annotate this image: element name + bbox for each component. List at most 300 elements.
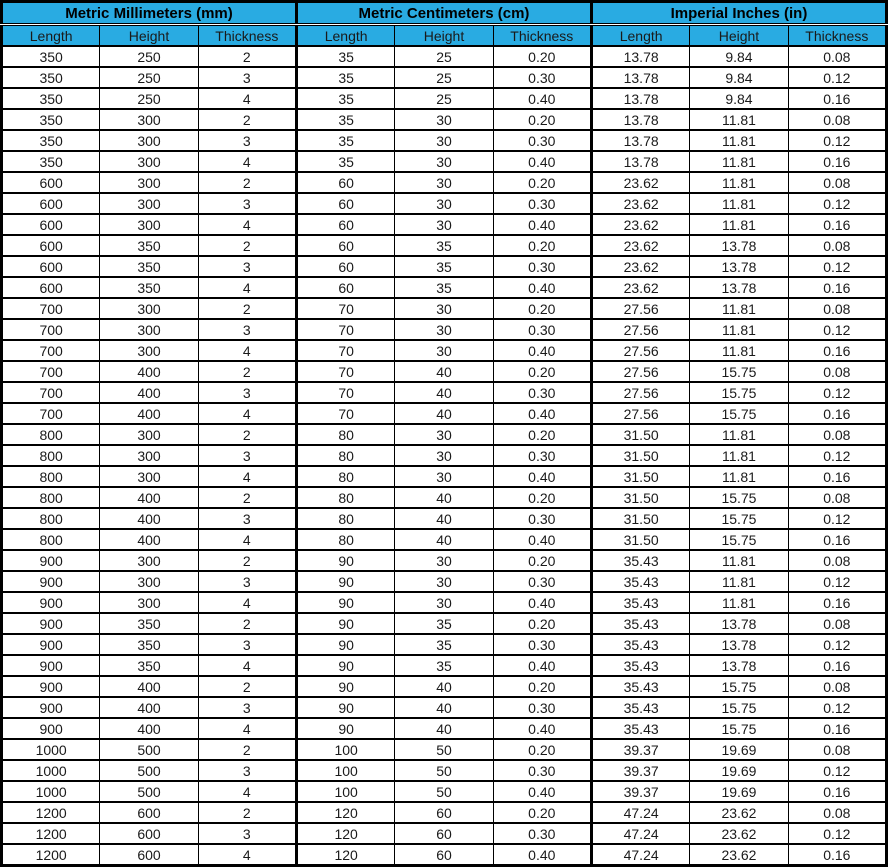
cell: 11.81 xyxy=(690,214,788,235)
cell: 15.75 xyxy=(690,718,788,739)
cell: 300 xyxy=(100,172,198,193)
cell: 2 xyxy=(198,109,296,130)
cell: 0.12 xyxy=(788,634,886,655)
cell: 300 xyxy=(100,319,198,340)
cell: 23.62 xyxy=(591,256,689,277)
cell: 0.12 xyxy=(788,445,886,466)
cell: 1000 xyxy=(2,781,100,802)
table-row xyxy=(2,403,887,424)
cell: 0.12 xyxy=(788,319,886,340)
cell: 35 xyxy=(296,67,394,88)
table-row xyxy=(2,277,887,298)
cell: 11.81 xyxy=(690,445,788,466)
cell: 100 xyxy=(296,781,394,802)
cell: 1000 xyxy=(2,760,100,781)
cell: 900 xyxy=(2,634,100,655)
cell: 35 xyxy=(296,151,394,172)
cell: 11.81 xyxy=(690,319,788,340)
table-row xyxy=(2,361,887,382)
cell: 13.78 xyxy=(591,88,689,109)
cell: 60 xyxy=(296,235,394,256)
table-row xyxy=(2,340,887,361)
cell: 0.20 xyxy=(493,46,591,67)
cell: 0.12 xyxy=(788,760,886,781)
cell: 80 xyxy=(296,445,394,466)
table-row xyxy=(2,67,887,88)
cell: 35.43 xyxy=(591,676,689,697)
cell: 27.56 xyxy=(591,382,689,403)
cell: 0.16 xyxy=(788,403,886,424)
table-row xyxy=(2,823,887,844)
cell: 0.30 xyxy=(493,508,591,529)
cell: 350 xyxy=(2,88,100,109)
cell: 13.78 xyxy=(591,151,689,172)
cell: 4 xyxy=(198,214,296,235)
cell: 23.62 xyxy=(690,823,788,844)
table-row xyxy=(2,382,887,403)
cell: 900 xyxy=(2,571,100,592)
table-row xyxy=(2,697,887,718)
cell: 31.50 xyxy=(591,424,689,445)
cell: 30 xyxy=(395,151,493,172)
cell: 70 xyxy=(296,298,394,319)
cell: 0.40 xyxy=(493,466,591,487)
cell: 60 xyxy=(296,256,394,277)
cell: 40 xyxy=(395,508,493,529)
cell: 500 xyxy=(100,781,198,802)
cell: 3 xyxy=(198,634,296,655)
cell: 0.30 xyxy=(493,382,591,403)
cell: 0.12 xyxy=(788,130,886,151)
cell: 0.08 xyxy=(788,46,886,67)
cell: 23.62 xyxy=(591,235,689,256)
cell: 800 xyxy=(2,529,100,550)
cell: 2 xyxy=(198,487,296,508)
column-header-cm-length: Length xyxy=(296,25,394,47)
cell: 0.08 xyxy=(788,424,886,445)
cell: 0.30 xyxy=(493,445,591,466)
cell: 0.20 xyxy=(493,613,591,634)
cell: 47.24 xyxy=(591,802,689,823)
column-header-cm-thickness: Thickness xyxy=(493,25,591,47)
table-row xyxy=(2,739,887,760)
cell: 400 xyxy=(100,487,198,508)
table-header xyxy=(2,2,887,47)
table-row xyxy=(2,487,887,508)
cell: 23.62 xyxy=(591,214,689,235)
cell: 300 xyxy=(100,445,198,466)
cell: 80 xyxy=(296,424,394,445)
cell: 0.08 xyxy=(788,676,886,697)
cell: 30 xyxy=(395,340,493,361)
cell: 39.37 xyxy=(591,760,689,781)
cell: 2 xyxy=(198,46,296,67)
cell: 70 xyxy=(296,361,394,382)
table-row xyxy=(2,109,887,130)
cell: 35.43 xyxy=(591,718,689,739)
cell: 35 xyxy=(395,277,493,298)
cell: 350 xyxy=(100,235,198,256)
cell: 350 xyxy=(100,655,198,676)
cell: 19.69 xyxy=(690,760,788,781)
cell: 39.37 xyxy=(591,739,689,760)
cell: 600 xyxy=(2,214,100,235)
cell: 13.78 xyxy=(690,235,788,256)
section-title-mm: Metric Millimeters (mm) xyxy=(2,2,297,25)
cell: 0.20 xyxy=(493,676,591,697)
cell: 40 xyxy=(395,718,493,739)
table-row xyxy=(2,214,887,235)
section-title-in: Imperial Inches (in) xyxy=(591,2,886,25)
cell: 3 xyxy=(198,571,296,592)
cell: 600 xyxy=(2,193,100,214)
cell: 0.30 xyxy=(493,256,591,277)
cell: 35 xyxy=(296,109,394,130)
cell: 800 xyxy=(2,445,100,466)
cell: 35.43 xyxy=(591,697,689,718)
cell: 13.78 xyxy=(690,655,788,676)
cell: 600 xyxy=(2,172,100,193)
cell: 0.08 xyxy=(788,172,886,193)
table-row xyxy=(2,781,887,802)
table-body xyxy=(2,46,887,866)
cell: 2 xyxy=(198,739,296,760)
cell: 0.12 xyxy=(788,382,886,403)
cell: 0.30 xyxy=(493,319,591,340)
cell: 700 xyxy=(2,340,100,361)
cell: 400 xyxy=(100,529,198,550)
cell: 19.69 xyxy=(690,781,788,802)
cell: 60 xyxy=(296,214,394,235)
cell: 0.40 xyxy=(493,403,591,424)
table-row xyxy=(2,298,887,319)
cell: 400 xyxy=(100,718,198,739)
cell: 35.43 xyxy=(591,655,689,676)
table-row xyxy=(2,550,887,571)
column-header-in-thickness: Thickness xyxy=(788,25,886,47)
cell: 90 xyxy=(296,655,394,676)
table-row xyxy=(2,655,887,676)
cell: 900 xyxy=(2,697,100,718)
cell: 30 xyxy=(395,424,493,445)
cell: 0.30 xyxy=(493,130,591,151)
cell: 40 xyxy=(395,382,493,403)
cell: 0.08 xyxy=(788,802,886,823)
cell: 47.24 xyxy=(591,823,689,844)
cell: 30 xyxy=(395,445,493,466)
cell: 3 xyxy=(198,130,296,151)
cell: 31.50 xyxy=(591,445,689,466)
cell: 35 xyxy=(395,235,493,256)
cell: 30 xyxy=(395,592,493,613)
cell: 900 xyxy=(2,613,100,634)
cell: 0.20 xyxy=(493,298,591,319)
cell: 300 xyxy=(100,424,198,445)
cell: 0.30 xyxy=(493,67,591,88)
cell: 9.84 xyxy=(690,88,788,109)
cell: 23.62 xyxy=(591,172,689,193)
cell: 0.20 xyxy=(493,802,591,823)
cell: 39.37 xyxy=(591,781,689,802)
cell: 11.81 xyxy=(690,130,788,151)
cell: 35 xyxy=(395,655,493,676)
cell: 70 xyxy=(296,340,394,361)
cell: 0.20 xyxy=(493,424,591,445)
cell: 0.16 xyxy=(788,844,886,866)
section-title-cm: Metric Centimeters (cm) xyxy=(296,2,591,25)
column-header-cm-height: Height xyxy=(395,25,493,47)
table-row xyxy=(2,802,887,823)
column-header-in-height: Height xyxy=(690,25,788,47)
cell: 1200 xyxy=(2,823,100,844)
cell: 1200 xyxy=(2,802,100,823)
cell: 700 xyxy=(2,361,100,382)
cell: 27.56 xyxy=(591,319,689,340)
cell: 120 xyxy=(296,844,394,866)
cell: 30 xyxy=(395,298,493,319)
cell: 4 xyxy=(198,529,296,550)
cell: 0.16 xyxy=(788,592,886,613)
cell: 25 xyxy=(395,88,493,109)
table-row xyxy=(2,613,887,634)
cell: 0.30 xyxy=(493,823,591,844)
cell: 350 xyxy=(2,109,100,130)
cell: 3 xyxy=(198,319,296,340)
cell: 2 xyxy=(198,172,296,193)
cell: 19.69 xyxy=(690,739,788,760)
cell: 11.81 xyxy=(690,424,788,445)
cell: 250 xyxy=(100,67,198,88)
cell: 31.50 xyxy=(591,466,689,487)
cell: 40 xyxy=(395,361,493,382)
cell: 60 xyxy=(395,844,493,866)
cell: 11.81 xyxy=(690,298,788,319)
cell: 35.43 xyxy=(591,613,689,634)
cell: 23.62 xyxy=(591,277,689,298)
cell: 800 xyxy=(2,487,100,508)
cell: 4 xyxy=(198,655,296,676)
cell: 400 xyxy=(100,403,198,424)
cell: 11.81 xyxy=(690,151,788,172)
cell: 9.84 xyxy=(690,46,788,67)
section-title-row xyxy=(2,2,887,25)
cell: 70 xyxy=(296,319,394,340)
cell: 3 xyxy=(198,67,296,88)
cell: 30 xyxy=(395,214,493,235)
cell: 350 xyxy=(100,256,198,277)
cell: 250 xyxy=(100,46,198,67)
cell: 600 xyxy=(100,844,198,866)
table-row xyxy=(2,571,887,592)
cell: 35 xyxy=(395,613,493,634)
cell: 0.08 xyxy=(788,361,886,382)
cell: 30 xyxy=(395,550,493,571)
cell: 15.75 xyxy=(690,697,788,718)
cell: 27.56 xyxy=(591,340,689,361)
cell: 0.40 xyxy=(493,844,591,866)
cell: 300 xyxy=(100,571,198,592)
column-header-in-length: Length xyxy=(591,25,689,47)
cell: 0.08 xyxy=(788,235,886,256)
cell: 500 xyxy=(100,760,198,781)
cell: 70 xyxy=(296,382,394,403)
table-row xyxy=(2,592,887,613)
cell: 35.43 xyxy=(591,571,689,592)
cell: 0.40 xyxy=(493,214,591,235)
table-row xyxy=(2,676,887,697)
cell: 0.12 xyxy=(788,571,886,592)
cell: 35.43 xyxy=(591,592,689,613)
cell: 0.12 xyxy=(788,256,886,277)
cell: 4 xyxy=(198,844,296,866)
cell: 11.81 xyxy=(690,172,788,193)
cell: 2 xyxy=(198,613,296,634)
cell: 0.08 xyxy=(788,613,886,634)
cell: 0.40 xyxy=(493,655,591,676)
table-row xyxy=(2,508,887,529)
cell: 15.75 xyxy=(690,382,788,403)
cell: 11.81 xyxy=(690,109,788,130)
cell: 47.24 xyxy=(591,844,689,866)
cell: 13.78 xyxy=(690,256,788,277)
cell: 0.16 xyxy=(788,277,886,298)
cell: 80 xyxy=(296,508,394,529)
table-row xyxy=(2,88,887,109)
cell: 2 xyxy=(198,802,296,823)
cell: 300 xyxy=(100,130,198,151)
table-row xyxy=(2,151,887,172)
cell: 0.40 xyxy=(493,781,591,802)
table-row xyxy=(2,634,887,655)
table-row xyxy=(2,529,887,550)
cell: 30 xyxy=(395,193,493,214)
cell: 15.75 xyxy=(690,529,788,550)
cell: 0.30 xyxy=(493,760,591,781)
cell: 30 xyxy=(395,172,493,193)
cell: 0.08 xyxy=(788,298,886,319)
cell: 700 xyxy=(2,382,100,403)
cell: 4 xyxy=(198,340,296,361)
cell: 60 xyxy=(395,823,493,844)
cell: 0.12 xyxy=(788,193,886,214)
cell: 500 xyxy=(100,739,198,760)
cell: 0.40 xyxy=(493,592,591,613)
cell: 30 xyxy=(395,571,493,592)
cell: 100 xyxy=(296,739,394,760)
cell: 1000 xyxy=(2,739,100,760)
cell: 0.40 xyxy=(493,340,591,361)
cell: 900 xyxy=(2,655,100,676)
cell: 90 xyxy=(296,613,394,634)
cell: 0.40 xyxy=(493,151,591,172)
cell: 35 xyxy=(296,46,394,67)
cell: 3 xyxy=(198,445,296,466)
cell: 50 xyxy=(395,781,493,802)
cell: 35 xyxy=(296,88,394,109)
cell: 0.12 xyxy=(788,697,886,718)
cell: 35.43 xyxy=(591,634,689,655)
cell: 13.78 xyxy=(690,613,788,634)
column-header-mm-thickness: Thickness xyxy=(198,25,296,47)
cell: 0.30 xyxy=(493,193,591,214)
cell: 600 xyxy=(100,802,198,823)
cell: 30 xyxy=(395,466,493,487)
cell: 120 xyxy=(296,802,394,823)
cell: 30 xyxy=(395,109,493,130)
cell: 90 xyxy=(296,676,394,697)
table-row xyxy=(2,130,887,151)
cell: 4 xyxy=(198,151,296,172)
cell: 600 xyxy=(2,277,100,298)
cell: 40 xyxy=(395,487,493,508)
cell: 27.56 xyxy=(591,298,689,319)
cell: 3 xyxy=(198,256,296,277)
cell: 50 xyxy=(395,739,493,760)
table-row xyxy=(2,844,887,866)
cell: 40 xyxy=(395,403,493,424)
cell: 3 xyxy=(198,382,296,403)
cell: 35 xyxy=(296,130,394,151)
cell: 400 xyxy=(100,508,198,529)
cell: 0.20 xyxy=(493,109,591,130)
cell: 350 xyxy=(100,613,198,634)
cell: 11.81 xyxy=(690,193,788,214)
cell: 0.40 xyxy=(493,277,591,298)
table-row xyxy=(2,256,887,277)
cell: 0.16 xyxy=(788,529,886,550)
cell: 15.75 xyxy=(690,508,788,529)
table-row xyxy=(2,193,887,214)
cell: 0.40 xyxy=(493,529,591,550)
cell: 300 xyxy=(100,151,198,172)
cell: 30 xyxy=(395,319,493,340)
cell: 4 xyxy=(198,466,296,487)
cell: 0.08 xyxy=(788,487,886,508)
cell: 400 xyxy=(100,382,198,403)
cell: 300 xyxy=(100,340,198,361)
cell: 13.78 xyxy=(591,67,689,88)
cell: 35 xyxy=(395,256,493,277)
cell: 0.20 xyxy=(493,235,591,256)
cell: 0.20 xyxy=(493,487,591,508)
cell: 0.12 xyxy=(788,823,886,844)
cell: 0.12 xyxy=(788,508,886,529)
cell: 3 xyxy=(198,823,296,844)
cell: 350 xyxy=(2,151,100,172)
cell: 0.08 xyxy=(788,739,886,760)
cell: 11.81 xyxy=(690,550,788,571)
cell: 350 xyxy=(2,67,100,88)
cell: 0.40 xyxy=(493,718,591,739)
cell: 50 xyxy=(395,760,493,781)
cell: 0.30 xyxy=(493,571,591,592)
table-row xyxy=(2,319,887,340)
cell: 4 xyxy=(198,88,296,109)
cell: 0.16 xyxy=(788,214,886,235)
cell: 350 xyxy=(2,130,100,151)
cell: 11.81 xyxy=(690,571,788,592)
cell: 800 xyxy=(2,424,100,445)
cell: 23.62 xyxy=(690,844,788,866)
table-row xyxy=(2,46,887,67)
cell: 120 xyxy=(296,823,394,844)
cell: 4 xyxy=(198,781,296,802)
cell: 0.16 xyxy=(788,655,886,676)
cell: 80 xyxy=(296,529,394,550)
table-row xyxy=(2,172,887,193)
table-row xyxy=(2,424,887,445)
cell: 0.16 xyxy=(788,151,886,172)
